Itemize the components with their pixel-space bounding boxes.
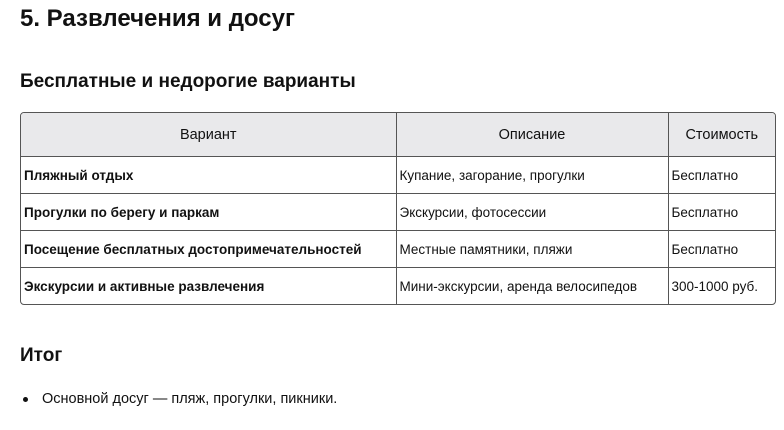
cell-cost: Бесплатно [668, 157, 775, 194]
section-title: 5. Развлечения и досуг [20, 5, 295, 32]
summary-list [20, 388, 337, 410]
options-table [20, 112, 776, 305]
subsection-title: Бесплатные и недорогие варианты [20, 71, 356, 92]
column-header-description: Описание [396, 113, 668, 157]
list-item [20, 388, 337, 410]
cell-option: Посещение бесплатных достопримечательностей [21, 231, 396, 268]
cell-cost: Бесплатно [668, 194, 775, 231]
cell-description: Местные памятники, пляжи [396, 231, 668, 268]
cell-cost: Бесплатно [668, 231, 775, 268]
summary-title: Итог [20, 345, 63, 366]
cell-description: Мини-экскурсии, аренда велосипедов [396, 268, 668, 305]
column-header-option: Вариант [21, 113, 396, 157]
table-row [21, 231, 775, 268]
table-row [21, 268, 775, 305]
column-header-cost: Стоимость [668, 113, 775, 157]
table-header-row [21, 113, 775, 157]
cell-description: Купание, загорание, прогулки [396, 157, 668, 194]
list-item-text: Основной досуг — пляж, прогулки, пикники. [42, 391, 338, 407]
table-row [21, 194, 775, 231]
table-row [21, 157, 775, 194]
cell-description: Экскурсии, фотосессии [396, 194, 668, 231]
cell-cost: 300-1000 руб. [671, 278, 759, 294]
cell-option: Экскурсии и активные развлечения [21, 268, 396, 305]
bullet-icon [23, 397, 28, 402]
cell-option: Прогулки по берегу и паркам [21, 194, 396, 231]
cell-option: Пляжный отдых [21, 157, 396, 194]
